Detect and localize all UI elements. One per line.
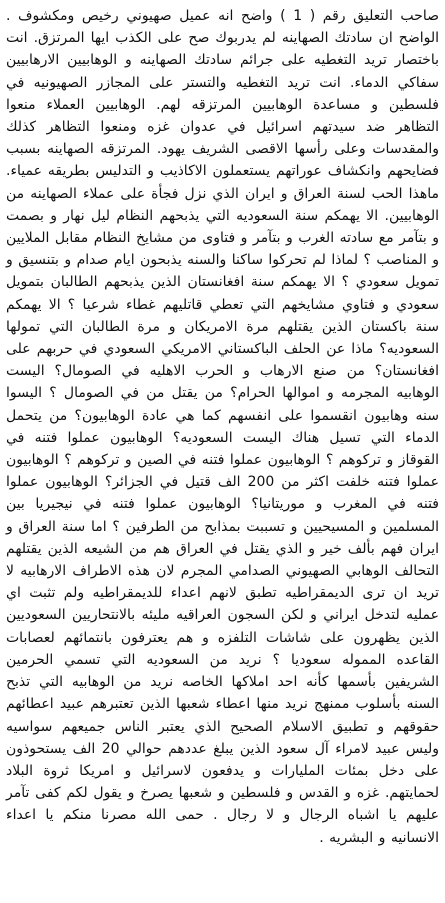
comment-body-text: صاحب التعليق رقم ( 1 ) واضح انه عميل صهيوني رخيص ومكشوف . الواضح ان سادتك الصهاينه لم يدربوك صح على الكذب ايها المرتزق. انت باختصار تريد التغطيه على جرائم سادتك الصهاينه و الوهابيين الارهابيين سفاكي الدماء. انت تريد التغطيه والتستر على المجازر الصهيونيه في فلسطين و مساعدة الوهابيين المرتزقه لهم. الوهابيين العملاء منعوا التظاهر ضد سيدتهم اسرائيل في عدوان غزه ومنعوا التظاهر كذلك والمقدسات وعلى رأسها الاقصى الشريف يهود. المرتزقه الصهاينه بسبب فضايحهم وانكشاف عوراتهم يستعملون الاكاذيب و التدليس بطريقه عمياء. ماهذا الحب لسنة العراق و ايران الذي نزل فجأة على عملاء الصهاينه من الوهابيين. الا يهمكم سنة السعوديه التي يذبحهم النظام ليل نهار و بصمت و بتآمر مع سادته الغرب و بتآمر و فتاوى من مشايخ النظام مقابل الملايين و المناصب ؟ لماذا لم تحركوا ساكنا والسنه يذبحون ايام صدام و بتنسيق و تمويل سعودي ؟ الا يهمكم سنة افغانستان الذين يذبحهم الطالبان بتمويل سعودي و فتاوي مشايخهم التي تعطي قاتليهم غطاء شرعيا ؟ الا يهمكم سنة باكستان الذين يقتلهم مرة الامريكان و مرة الطالبان التي تمولها السعوديه؟ ماذا عن الحلف الباكستاني الامريكي السعودي في حربهم على افغانستان؟ من صنع الارهاب و الحرب الاهليه في الصومال؟ اليست الوهابيه المجرمه و اموالها الحرام؟ من يقتل من في الصومال ؟ اليسوا سنه وهابيون انقسموا على انفسهم كما هي عادة الوهابيون؟ من يتحمل الدماء التي تسيل هناك اليست السعوديه؟ الوهابيون عملوا فتنه في القوقاز و تركوهم ؟ الوهابيون عملوا فتنه في الصين و تركوهم ؟ الوهابيون عملوا فتنه خلفت اكثر من 200 الف قتيل في الجزائر؟ الوهابيون عملوا فتنه في المغرب و موريتانيا؟ الوهابيون عملوا فتنه في نيجيريا بين المسلمين و المسيحيين و تسببت بمذابح من الطرفين ؟ اما سنة العراق و ايران فهم بألف خير و الذي يقتل في العراق هم من الشيعه الذين يقتلهم التحالف الوهابي الصهيوني الصدامي المجرم لان هذه الاطراف الارهابيه لا تريد ان ترى الديمقراطيه تطبق لانهم اعداء للديمقراطيه ولم تثبت اي عمليه لتدخل ايراني و لكن السجون العراقيه مليئه بالانتحاريين السعوديين الذين يظهرون على شاشات التلفزه و هم يعترفون بانتمائهم لعصابات القاعده المموله سعوديا ؟ نريد من السعوديه التي تسمي الحرمين الشريفين بأسمها كأنه احد املاكها الخاصه نريد من الوهابيه التي تذبح السنه بأسلوب ممنهج نريد منها اعطاء شعبها الذين تعتبرهم عبيد اعطائهم حقوقهم و تطبيق الاسلام الصحيح الذي يعتبر الناس جميعهم سواسيه وليس عبيد لامراء آل سعود الذين يبلغ عددهم حوالي 20 الف يستحوذون على دخل بمئات المليارات و يدفعون لاسرائيل و امريكا ثروة البلاد لحمايتهم. غزه و القدس و فلسطين و شعبها يصرخ و يقول لكم كفى تآمر عليهم يا اشباه الرجال و لا رجال . حمى الله مصرنا منكم يا اعداء الانسانيه و البشريه . [6, 8, 439, 846]
